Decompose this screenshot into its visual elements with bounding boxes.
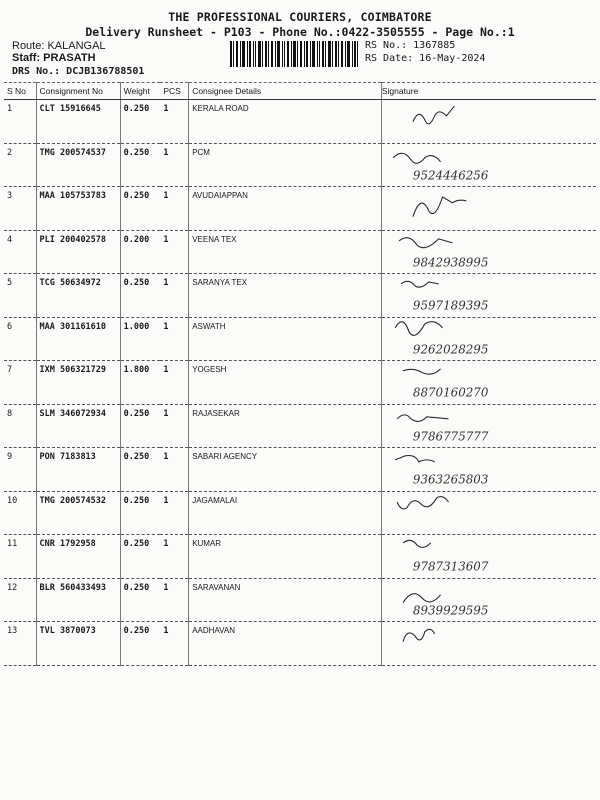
- table-row: [4, 230, 596, 274]
- consignment-number: CLT 15916645: [36, 100, 120, 144]
- signature-cell: [381, 230, 596, 274]
- weight-value: 0.250: [120, 578, 160, 622]
- consignment-number: BLR 560433493: [36, 578, 120, 622]
- pcs-count: 1: [160, 100, 188, 144]
- row-sno: 5: [4, 274, 36, 318]
- barcode-image: [230, 41, 358, 67]
- handwritten-phone: 9524446256: [412, 168, 489, 183]
- weight-value: 0.250: [120, 187, 160, 231]
- pcs-count: 1: [160, 448, 188, 492]
- signature-cell: [381, 274, 596, 318]
- row-sno: 4: [4, 230, 36, 274]
- consignee-name: SABARI AGENCY: [189, 448, 382, 492]
- staff-label: Staff: PRASATH: [12, 52, 96, 64]
- weight-value: 0.250: [120, 622, 160, 666]
- signature-scribble: [382, 144, 600, 187]
- col-sno: S No: [4, 83, 36, 100]
- signature-scribble: [382, 231, 600, 274]
- consignee-name: ASWATH: [189, 317, 382, 361]
- table-row: [4, 404, 596, 448]
- weight-value: 0.250: [120, 535, 160, 579]
- handwritten-phone: 8870160270: [412, 385, 489, 400]
- consignee-name: KUMAR: [189, 535, 382, 579]
- consignment-number: MAA 301161610: [36, 317, 120, 361]
- signature-cell: [381, 491, 596, 535]
- handwritten-phone: 9786775777: [412, 429, 489, 444]
- consignment-number: TMG 200574537: [36, 143, 120, 187]
- pcs-count: 1: [160, 622, 188, 666]
- pcs-count: 1: [160, 187, 188, 231]
- consignee-name: SARANYA TEX: [189, 274, 382, 318]
- signature-scribble: [382, 187, 600, 230]
- table-row: [4, 578, 596, 622]
- signature-cell: [381, 187, 596, 231]
- signature-cell: [381, 317, 596, 361]
- runsheet-subtitle: Delivery Runsheet - P103 - Phone No.:0422-3505555 - Page No.:1: [85, 25, 515, 39]
- signature-scribble: [382, 579, 600, 622]
- consignment-number: MAA 105753783: [36, 187, 120, 231]
- weight-value: 0.250: [120, 491, 160, 535]
- table-row: [4, 622, 596, 666]
- row-sno: 8: [4, 404, 36, 448]
- pcs-count: 1: [160, 361, 188, 405]
- consignee-name: PCM: [189, 143, 382, 187]
- consignment-number: PLI 200402578: [36, 230, 120, 274]
- pcs-count: 1: [160, 578, 188, 622]
- table-row: [4, 187, 596, 231]
- signature-scribble: [382, 100, 600, 143]
- signature-cell: [381, 143, 596, 187]
- weight-value: 1.000: [120, 317, 160, 361]
- table-row: [4, 491, 596, 535]
- table-row: [4, 274, 596, 318]
- signature-scribble: [382, 361, 600, 404]
- row-sno: 13: [4, 622, 36, 666]
- row-sno: 9: [4, 448, 36, 492]
- rs-number: RS No.: 1367885: [365, 40, 456, 51]
- company-title: THE PROFESSIONAL COURIERS, COIMBATORE: [168, 10, 432, 24]
- row-sno: 7: [4, 361, 36, 405]
- consignment-number: TVL 3870073: [36, 622, 120, 666]
- signature-scribble: [382, 405, 600, 448]
- signature-cell: [381, 535, 596, 579]
- col-consignment: Consignment No: [36, 83, 120, 100]
- signature-scribble: [382, 274, 600, 317]
- signature-scribble: [382, 318, 600, 361]
- table-row: [4, 361, 596, 405]
- consignment-number: CNR 1792958: [36, 535, 120, 579]
- table-row: [4, 317, 596, 361]
- consignee-name: AVUDAIAPPAN: [189, 187, 382, 231]
- row-sno: 11: [4, 535, 36, 579]
- consignment-number: IXM 506321729: [36, 361, 120, 405]
- weight-value: 0.250: [120, 274, 160, 318]
- pcs-count: 1: [160, 230, 188, 274]
- pcs-count: 1: [160, 404, 188, 448]
- weight-value: 0.250: [120, 143, 160, 187]
- consignee-name: AADHAVAN: [189, 622, 382, 666]
- signature-scribble: [382, 622, 600, 665]
- pcs-count: 1: [160, 317, 188, 361]
- table-header-row: [4, 83, 596, 100]
- consignee-name: KERALA ROAD: [189, 100, 382, 144]
- consignee-name: VEENA TEX: [189, 230, 382, 274]
- consignee-name: YOGESH: [189, 361, 382, 405]
- signature-scribble: [382, 448, 600, 491]
- consignee-name: JAGAMALAI: [189, 491, 382, 535]
- row-sno: 2: [4, 143, 36, 187]
- handwritten-phone: 9842938995: [412, 255, 489, 270]
- weight-value: 0.250: [120, 100, 160, 144]
- table-row: [4, 448, 596, 492]
- consignee-name: RAJASEKAR: [189, 404, 382, 448]
- pcs-count: 1: [160, 535, 188, 579]
- table-row: [4, 143, 596, 187]
- table-row: [4, 100, 596, 144]
- consignment-number: PON 7183813: [36, 448, 120, 492]
- signature-cell: [381, 448, 596, 492]
- weight-value: 0.250: [120, 404, 160, 448]
- consignee-name: SARAVANAN: [189, 578, 382, 622]
- pcs-count: 1: [160, 143, 188, 187]
- signature-cell: [381, 578, 596, 622]
- handwritten-phone: 8939929595: [412, 603, 489, 618]
- signature-cell: [381, 100, 596, 144]
- row-sno: 10: [4, 491, 36, 535]
- pcs-count: 1: [160, 491, 188, 535]
- row-sno: 3: [4, 187, 36, 231]
- weight-value: 1.800: [120, 361, 160, 405]
- handwritten-phone: 9597189395: [412, 298, 489, 313]
- consignment-number: SLM 346072934: [36, 404, 120, 448]
- row-sno: 6: [4, 317, 36, 361]
- signature-scribble: [382, 535, 600, 578]
- weight-value: 0.200: [120, 230, 160, 274]
- row-sno: 12: [4, 578, 36, 622]
- col-weight: Weight: [120, 83, 160, 100]
- signature-cell: [381, 361, 596, 405]
- consignment-number: TMG 200574532: [36, 491, 120, 535]
- handwritten-phone: 9363265803: [412, 472, 489, 487]
- weight-value: 0.250: [120, 448, 160, 492]
- handwritten-phone: 9787313607: [412, 559, 489, 574]
- consignment-number: TCG 50634972: [36, 274, 120, 318]
- handwritten-phone: 9262028295: [412, 342, 489, 357]
- row-sno: 1: [4, 100, 36, 144]
- rs-date: RS Date: 16-May-2024: [365, 53, 486, 64]
- pcs-count: 1: [160, 274, 188, 318]
- signature-cell: [381, 622, 596, 666]
- route-label: Route: KALANGAL: [12, 40, 106, 52]
- signature-scribble: [382, 492, 600, 535]
- runsheet-table: [4, 82, 596, 666]
- drs-number: DRS No.: DCJB136788501: [12, 66, 145, 77]
- col-signature: Signature: [381, 83, 596, 100]
- signature-cell: [381, 404, 596, 448]
- col-consignee: Consignee Details: [189, 83, 382, 100]
- col-pcs: PCS: [160, 83, 188, 100]
- table-row: [4, 535, 596, 579]
